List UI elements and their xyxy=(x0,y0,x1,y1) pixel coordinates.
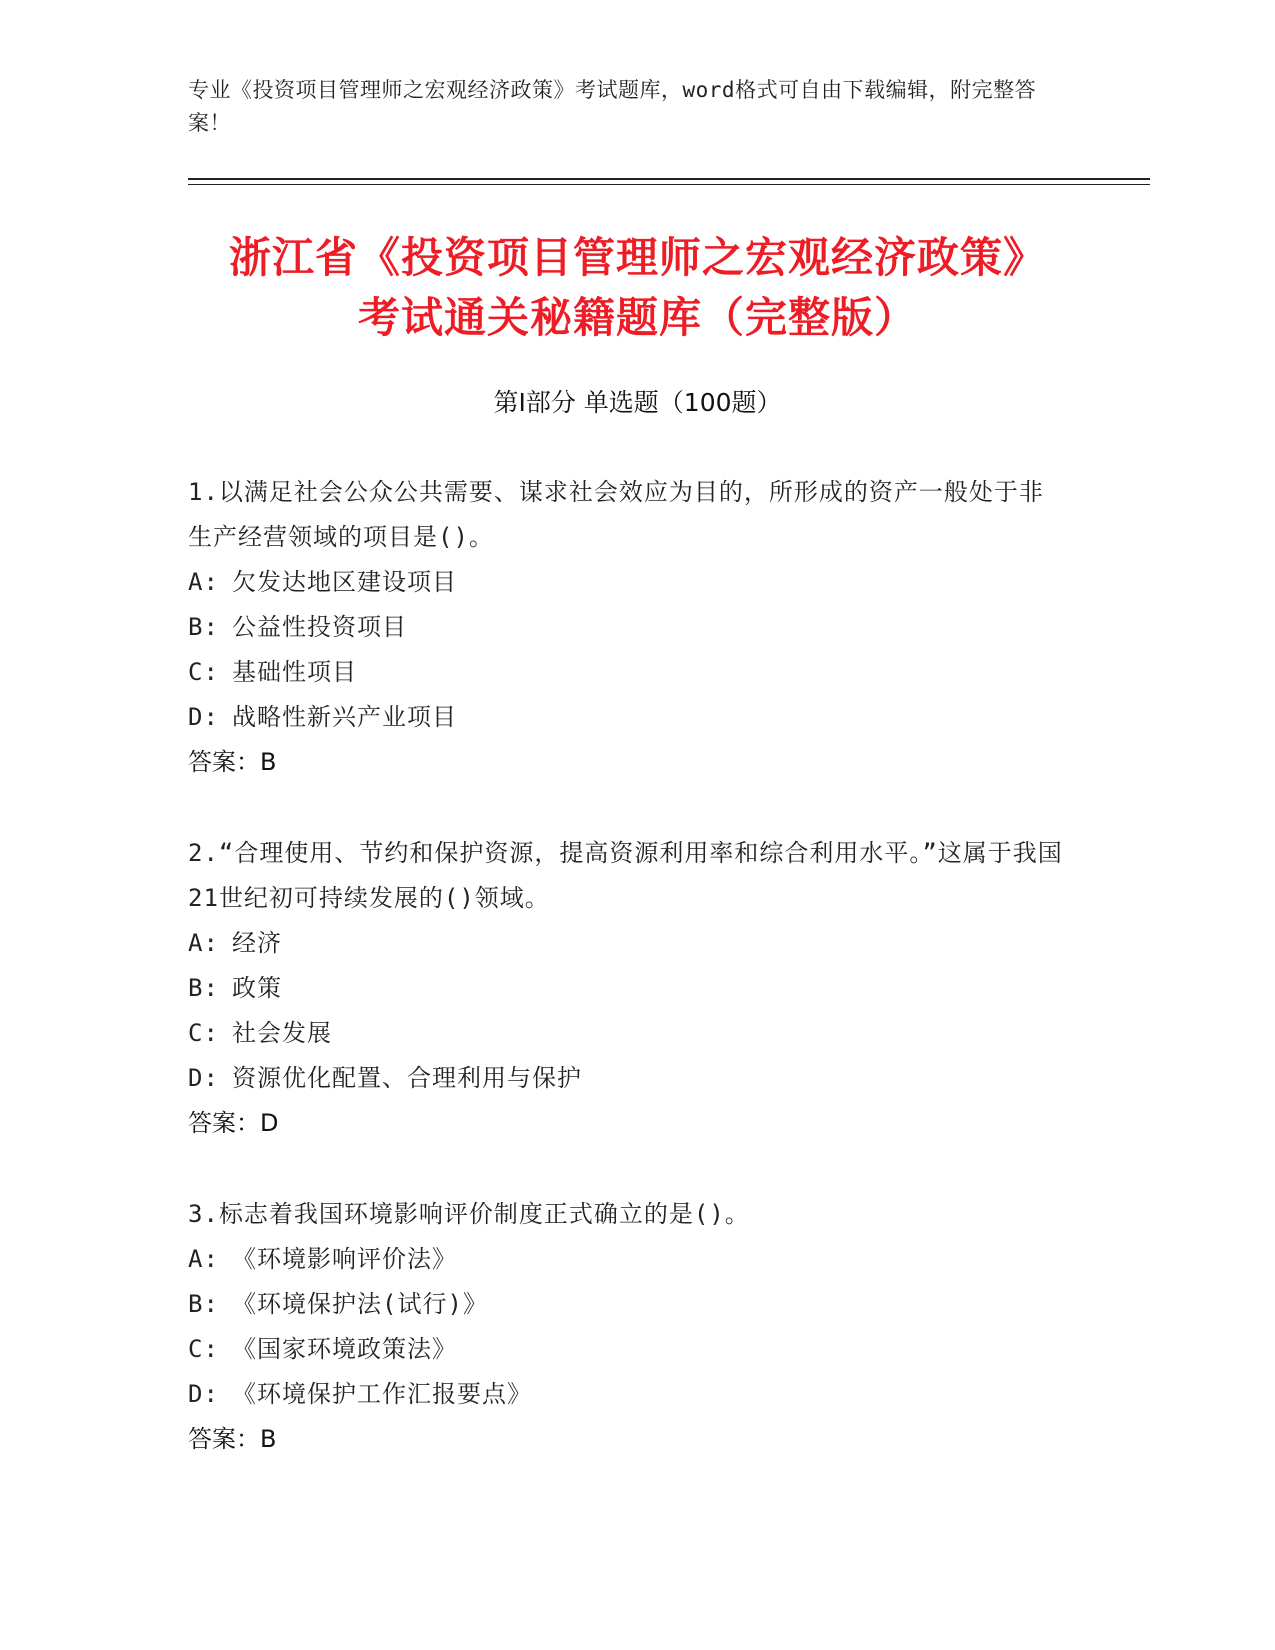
option-key: C: xyxy=(188,658,219,686)
option-key: A: xyxy=(188,929,219,957)
option-text: 基础性项目 xyxy=(232,658,357,686)
option-key: D: xyxy=(188,703,219,731)
option-c xyxy=(188,1327,1068,1372)
option-text: 资源优化配置、合理利用与保护 xyxy=(232,1064,582,1092)
option-c xyxy=(188,1011,1068,1056)
option-a xyxy=(188,921,1068,966)
option-d xyxy=(188,1056,1068,1101)
option-b xyxy=(188,966,1068,1011)
option-text: 《环境保护法(试行)》 xyxy=(232,1290,488,1318)
header-divider-thin xyxy=(188,184,1150,185)
option-text: 《环境保护工作汇报要点》 xyxy=(232,1380,532,1408)
question-3 xyxy=(188,1192,1068,1462)
option-d xyxy=(188,1372,1068,1417)
option-a xyxy=(188,1237,1068,1282)
option-text: 政策 xyxy=(232,974,282,1002)
answer-line xyxy=(188,1417,1068,1462)
option-b xyxy=(188,605,1068,650)
option-text: 战略性新兴产业项目 xyxy=(232,703,457,731)
answer-label: 答案： xyxy=(188,748,260,776)
answer-line xyxy=(188,740,1068,785)
answer-value: B xyxy=(260,1425,277,1453)
option-key: B: xyxy=(188,974,219,1002)
answer-value: D xyxy=(260,1109,279,1137)
section-heading: 第Ⅰ部分 单选题（100题） xyxy=(493,388,782,417)
question-stem: 1.以满足社会公众公共需要、谋求社会效应为目的，所形成的资产一般处于非生产经营领域的项目是()。 xyxy=(188,478,1044,551)
document-title xyxy=(150,228,1125,348)
document-title-line-1: 浙江省《投资项目管理师之宏观经济政策》 xyxy=(228,233,1046,282)
option-key: C: xyxy=(188,1335,219,1363)
option-text: 《环境影响评价法》 xyxy=(232,1245,457,1273)
answer-line xyxy=(188,1101,1068,1146)
option-c xyxy=(188,650,1068,695)
question-2 xyxy=(188,831,1068,1146)
option-key: A: xyxy=(188,568,219,596)
option-key: B: xyxy=(188,1290,219,1318)
answer-label: 答案： xyxy=(188,1109,260,1137)
option-text: 欠发达地区建设项目 xyxy=(232,568,457,596)
option-key: C: xyxy=(188,1019,219,1047)
answer-value: B xyxy=(260,748,277,776)
option-b xyxy=(188,1282,1068,1327)
option-key: D: xyxy=(188,1380,219,1408)
option-a xyxy=(188,560,1068,605)
option-text: 《国家环境政策法》 xyxy=(232,1335,457,1363)
option-key: B: xyxy=(188,613,219,641)
header-note: 专业《投资项目管理师之宏观经济政策》考试题库，word格式可自由下载编辑，附完整答案！ xyxy=(188,78,1037,135)
option-text: 社会发展 xyxy=(232,1019,332,1047)
question-1 xyxy=(188,470,1068,785)
option-key: A: xyxy=(188,1245,219,1273)
question-stem: 3.标志着我国环境影响评价制度正式确立的是()。 xyxy=(188,1200,750,1228)
question-stem: 2.“合理使用、节约和保护资源，提高资源利用率和综合利用水平。”这属于我国21世纪初可持续发展的()领域。 xyxy=(188,839,1063,912)
question-list xyxy=(188,470,1068,1508)
option-text: 公益性投资项目 xyxy=(232,613,407,641)
option-text: 经济 xyxy=(232,929,282,957)
option-d xyxy=(188,695,1068,740)
header-divider-thick xyxy=(188,178,1150,180)
answer-label: 答案： xyxy=(188,1425,260,1453)
option-key: D: xyxy=(188,1064,219,1092)
document-title-line-2: 考试通关秘籍题库（完整版） xyxy=(357,293,917,342)
